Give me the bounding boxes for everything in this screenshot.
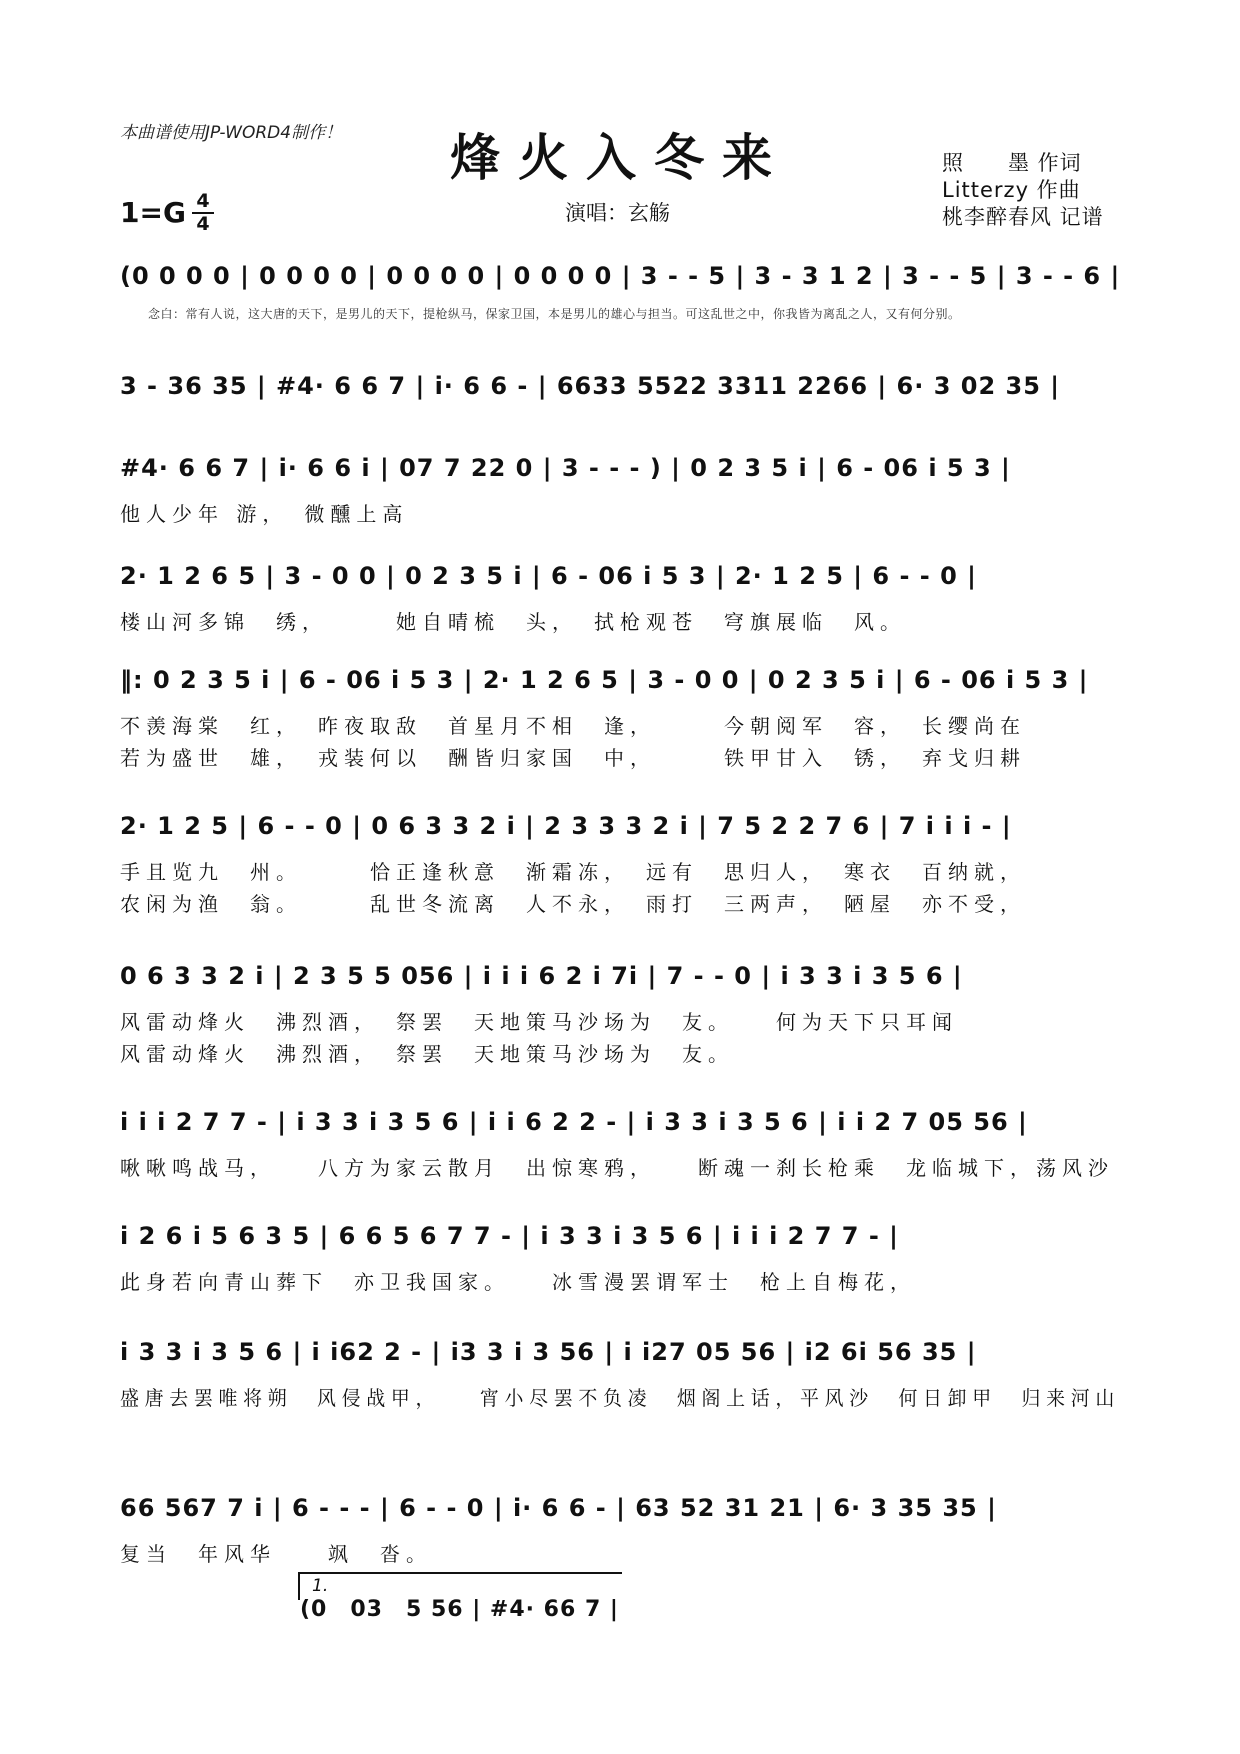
lyric-line: 楼山河多锦 绣， 她自晴梳 头， 拭枪观苍 穹旗展临 风。 [120,610,906,634]
lyric-line: 若为盛世 雄， 戎装何以 酬皆归家国 中， 铁甲甘入 锈， 弃戈归耕 [120,746,1026,770]
narration: 念白：常有人说，这大唐的天下，是男儿的天下，提枪纵马，保家卫国，本是男儿的雄心与担当。可这乱世之中，你我皆为离乱之人，又有何分别。 [148,307,961,321]
volta-notes: (0 03 5 56 | #4· 66 7 | [300,1597,619,1622]
notes-line: 66 567 7 i | 6 - - - | 6 - - 0 | i· 6 6 - | 63 52 31 21 | 6· 3 35 35 | [120,1494,997,1522]
composer: Litterzy 作曲 [942,178,1081,202]
lyric-line: 手且览九 州。 恰正逢秋意 渐霜冻， 远有 思归人， 寒衣 百纳就， [120,860,1026,884]
lyricist: 照 墨 作词 [942,151,1082,175]
lyric-line: 风雷动烽火 沸烈酒， 祭罢 天地策马沙场为 友。 何为天下只耳闻 [120,1010,958,1034]
notes-line: 2· 1 2 5 | 6 - - 0 | 0 6 3 3 2 i | 2 3 3 3 2 i | 7 5 2 2 7 6 | 7 i i i - | [120,812,1012,840]
lyric-line: 此身若向青山葬下 亦卫我国家。 冰雪漫罢谓军士 枪上自梅花， [120,1270,916,1294]
time-signature-bottom: 4 [196,213,210,235]
notes-line: i 3 3 i 3 5 6 | i i62 2 - | i3 3 i 3 56 | i i27 05 56 | i2 6i 56 35 | [120,1338,977,1366]
lyric-line: 他人少年 游， 微醺上高 [120,502,409,526]
notes-line: 0 6 3 3 2 i | 2 3 5 5 056 | i i i 6 2 i 7i | 7 - - 0 | i 3 3 i 3 5 6 | [120,962,963,990]
authors [942,150,1104,231]
notes-line: (0 0 0 0 | 0 0 0 0 | 0 0 0 0 | 0 0 0 0 | 3 - - 5 | 3 - 3 1 2 | 3 - - 5 | 3 - - 6 | [120,262,1121,290]
notes-line: i i i 2 7 7 - | i 3 3 i 3 5 6 | i i 6 2 2 - | i 3 3 i 3 5 6 | i i 2 7 05 56 | [120,1108,1028,1136]
software-credit: 本曲谱使用JP-WORD4制作！ [120,123,343,143]
lyric-line: 农闲为渔 翁。 乱世冬流离 人不永， 雨打 三两声， 陋屋 亦不受， [120,892,1026,916]
notes-line: i 2 6 i 5 6 3 5 | 6 6 5 6 7 7 - | i 3 3 i 3 5 6 | i i i 2 7 7 - | [120,1222,899,1250]
lyric-line: 啾啾鸣战马， 八方为家云散月 出惊寒鸦， 断魂一刹长枪乘 龙临城下，荡风沙 [120,1156,1114,1180]
notes-line: ‖: 0 2 3 5 i | 6 - 06 i 5 3 | 2· 1 2 6 5 | 3 - 0 0 | 0 2 3 5 i | 6 - 06 i 5 3 | [120,666,1089,694]
volta-label: 1. [312,1576,329,1596]
time-signature-top: 4 [196,190,210,212]
key-signature: 1=G [120,196,186,229]
time-signature [192,192,214,234]
song-title: 烽火入冬来 [450,128,790,187]
notes-line: 3 - 36 35 | #4· 6 6 7 | i· 6 6 - | 6633 5522 3311 2266 | 6· 3 02 35 | [120,372,1061,400]
singer: 演唱：玄觞 [565,201,670,225]
lyric-line: 复当 年风华 飒 沓。 [120,1542,432,1566]
notes-line: #4· 6 6 7 | i· 6 6 i | 07 7 22 0 | 3 - - - ) | 0 2 3 5 i | 6 - 06 i 5 3 | [120,454,1011,482]
lyric-line: 风雷动烽火 沸烈酒， 祭罢 天地策马沙场为 友。 [120,1042,734,1066]
notes-line: 2· 1 2 6 5 | 3 - 0 0 | 0 2 3 5 i | 6 - 06 i 5 3 | 2· 1 2 5 | 6 - - 0 | [120,562,977,590]
transcriber: 桃李醉春风 记谱 [942,205,1104,229]
lyric-line: 盛唐去罢唯将朔 风侵战甲， 宵小尽罢不负凌 烟阁上话，平风沙 何日卸甲 归来河山 [120,1386,1121,1410]
lyric-line: 不羡海棠 红， 昨夜取敌 首星月不相 逢， 今朝阅军 容， 长缨尚在 [120,714,1026,738]
